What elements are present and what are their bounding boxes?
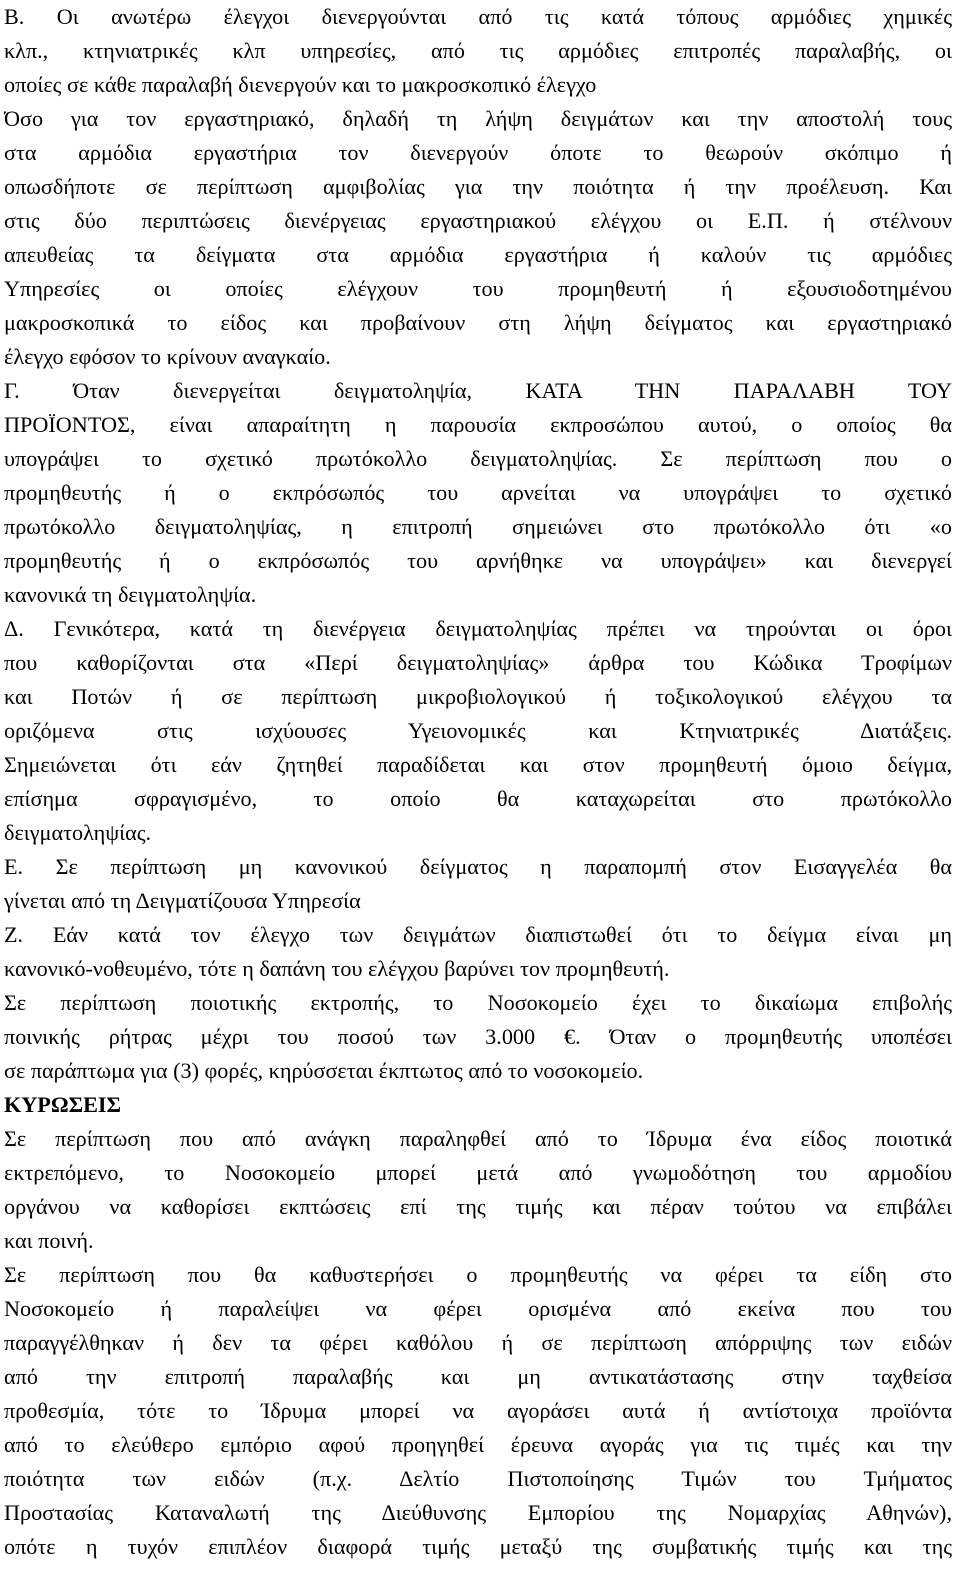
text-line: Προστασίας Καταναλωτή της Διεύθυνσης Εμπορίου της Νομαρχίας Αθηνών), <box>4 1500 952 1525</box>
text-line: εκτρεπόμενο, το Νοσοκομείο μπορεί μετά από γνωμοδότηση του αρμοδίου <box>4 1160 952 1185</box>
text-line: Β. Οι ανωτέρω έλεγχοι διενεργούνται από τις κατά τόπους αρμόδιες χημικές <box>4 4 952 29</box>
text-line: Σε περίπτωση που από ανάγκη παραληφθεί από το Ίδρυμα ένα είδος ποιοτικά <box>4 1126 952 1151</box>
text-line: κανονικά τη δειγματοληψία. <box>4 582 257 607</box>
text-line: από το ελεύθερο εμπόριο αφού προηγηθεί έρευνα αγοράς για τις τιμές και την <box>4 1432 952 1457</box>
text-line: και Ποτών ή σε περίπτωση μικροβιολογικού ή τοξικολογικού ελέγχου τα <box>4 684 952 709</box>
text-line: δειγματοληψίας. <box>4 820 152 845</box>
text-line: έλεγχο εφόσον το κρίνουν αναγκαίο. <box>4 344 331 369</box>
text-line: απευθείας τα δείγματα στα αρμόδια εργαστήρια ή καλούν τις αρμόδιες <box>4 242 952 267</box>
text-line: Ε. Σε περίπτωση μη κανονικού δείγματος η παραπομπή στον Εισαγγελέα θα <box>4 854 952 879</box>
text-line: ποινικής ρήτρας μέχρι του ποσού των 3.000 €. Όταν ο προμηθευτής υποπέσει <box>4 1024 952 1049</box>
text-line: ΠΡΟΪΟΝΤΟΣ, είναι απαραίτητη η παρουσία εκπροσώπου αυτού, ο οποίος θα <box>4 412 952 437</box>
text-line: που καθορίζονται στα «Περί δειγματοληψίας» άρθρα του Κώδικα Τροφίμων <box>4 650 952 675</box>
text-line: υπογράψει το σχετικό πρωτόκολλο δειγματοληψίας. Σε περίπτωση που ο <box>4 446 952 471</box>
text-line: σε παράπτωμα για (3) φορές, κηρύσσεται έκπτωτος από το νοσοκομείο. <box>4 1058 644 1083</box>
text-line: Σε περίπτωση ποιοτικής εκτροπής, το Νοσοκομείο έχει το δικαίωμα επιβολής <box>4 990 952 1015</box>
text-line: παραγγέλθηκαν ή δεν τα φέρει καθόλου ή σε περίπτωση απόρριψης των ειδών <box>4 1330 952 1355</box>
text-line: πρωτόκολλο δειγματοληψίας, η επιτροπή σημειώνει στο πρωτόκολλο ότι «ο <box>4 514 952 539</box>
text-line: Δ. Γενικότερα, κατά τη διενέργεια δειγματοληψίας πρέπει να τηρούνται οι όροι <box>4 616 952 641</box>
text-line: οπότε η τυχόν επιπλέον διαφορά τιμής μεταξύ της συμβατικής τιμής και της <box>4 1534 952 1559</box>
text-line: Γ. Όταν διενεργείται δειγματοληψία, ΚΑΤΑ ΤΗΝ ΠΑΡΑΛΑΒΗ ΤΟΥ <box>4 378 952 403</box>
text-line: οποίες σε κάθε παραλαβή διενεργούν και το μακροσκοπικό έλεγχο <box>4 72 597 97</box>
text-line: προμηθευτής ή ο εκπρόσωπός του αρνείται να υπογράψει το σχετικό <box>4 480 952 505</box>
text-line: Νοσοκομείο ή παραλείψει να φέρει ορισμένα από εκείνα που του <box>4 1296 952 1321</box>
text-line: στις δύο περιπτώσεις διενέργειας εργαστηριακού ελέγχου οι Ε.Π. ή στέλνουν <box>4 208 952 233</box>
text-line: επίσημα σφραγισμένο, το οποίο θα καταχωρείται στο πρωτόκολλο <box>4 786 952 811</box>
text-line: και ποινή. <box>4 1228 94 1253</box>
text-line: γίνεται από τη Δειγματίζουσα Υπηρεσία <box>4 888 361 913</box>
text-line: Σημειώνεται ότι εάν ζητηθεί παραδίδεται και στον προμηθευτή όμοιο δείγμα, <box>4 752 952 777</box>
text-line: κλπ., κτηνιατρικές κλπ υπηρεσίες, από τις αρμόδιες επιτροπές παραλαβής, οι <box>4 38 952 63</box>
text-line: Όσο για τον εργαστηριακό, δηλαδή τη λήψη δειγμάτων και την αποστολή τους <box>4 106 952 131</box>
text-line: προμηθευτής ή ο εκπρόσωπός του αρνήθηκε να υπογράψει» και διενεργεί <box>4 548 952 573</box>
text-line: Σε περίπτωση που θα καθυστερήσει ο προμηθευτής να φέρει τα είδη στο <box>4 1262 952 1287</box>
text-line: στα αρμόδια εργαστήρια τον διενεργούν όποτε το θεωρούν σκόπιμο ή <box>4 140 952 165</box>
text-line: κανονικό-νοθευμένο, τότε η δαπάνη του ελέγχου βαρύνει τον προμηθευτή. <box>4 956 670 981</box>
text-line: οριζόμενα στις ισχύουσες Υγειονομικές και Κτηνιατρικές Διατάξεις. <box>4 718 952 743</box>
text-line: ποιότητα των ειδών (π.χ. Δελτίο Πιστοποίησης Τιμών του Τμήματος <box>4 1466 952 1491</box>
text-line: οπωσδήποτε σε περίπτωση αμφιβολίας για την ποιότητα ή την προέλευση. Και <box>4 174 952 199</box>
text-line: μακροσκοπικά το είδος και προβαίνουν στη λήψη δείγματος και εργαστηριακό <box>4 310 952 335</box>
text-line: Υπηρεσίες οι οποίες ελέγχουν του προμηθευτή ή εξουσιοδοτημένου <box>4 276 952 301</box>
text-line: Ζ. Εάν κατά τον έλεγχο των δειγμάτων διαπιστωθεί ότι το δείγμα είναι μη <box>4 922 952 947</box>
text-line: από την επιτροπή παραλαβής και μη αντικατάστασης στην ταχθείσα <box>4 1364 952 1389</box>
text-line: οργάνου να καθορίσει εκπτώσεις επί της τιμής και πέραν τούτου να επιβάλει <box>4 1194 952 1219</box>
section-heading: ΚΥΡΩΣΕΙΣ <box>4 1092 122 1117</box>
text-line: προθεσμία, τότε το Ίδρυμα μπορεί να αγοράσει αυτά ή αντίστοιχα προϊόντα <box>4 1398 952 1423</box>
